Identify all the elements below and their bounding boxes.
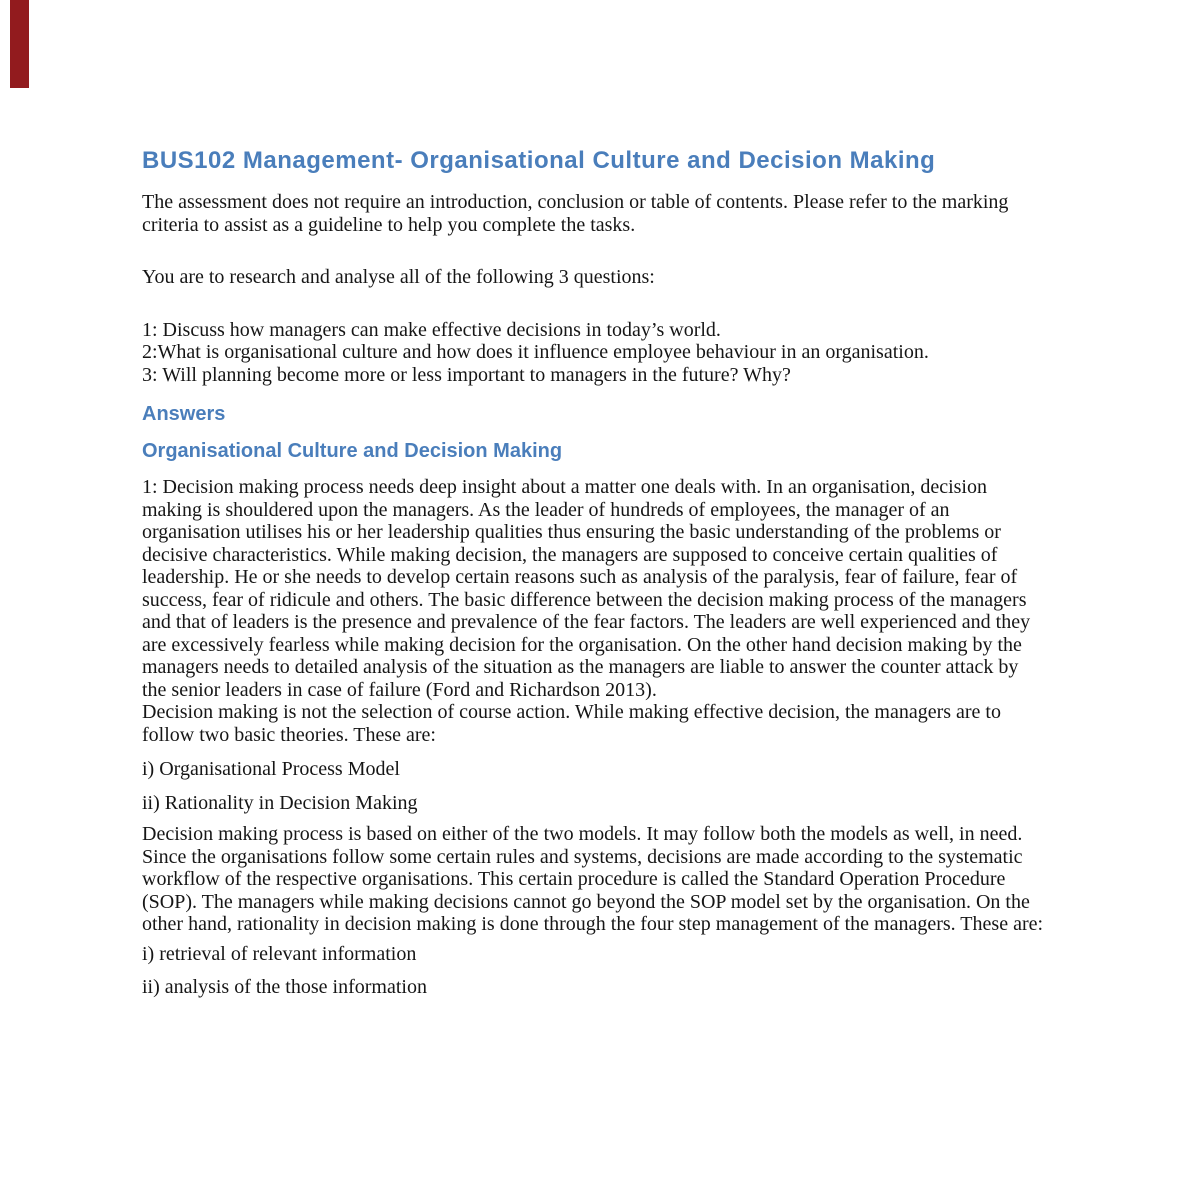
question-3: 3: Will planning become more or less important to managers in the future? Why? (142, 363, 791, 386)
research-instruction: You are to research and analyse all of the following 3 questions: (142, 266, 655, 288)
answer-paragraph-3: Decision making process is based on either of the two models. It may follow both the models as well, in need. Since the organisations follow some certain rules and systems, decisions are made according to the systematic workflow of the respective organisations. This certain procedure is called the Standard Operation Procedure (SOP). The managers while making decisions cannot go beyond the SOP model set by the organisation. On the other hand, rationality in decision making is done through the four step management of the managers. These are: (142, 823, 1044, 935)
question-1: 1: Discuss how managers can make effective decisions in today’s world. (142, 318, 721, 341)
answer-paragraph-2: Decision making is not the selection of course action. While making effective decision, the managers are to follow two basic theories. These are: (142, 701, 1001, 746)
step-item-1: i) retrieval of relevant information (142, 942, 417, 965)
document-title: BUS102 Management- Organisational Culture and Decision Making (142, 147, 936, 174)
theory-item-1: i) Organisational Process Model (142, 758, 400, 780)
answer-paragraph-1: 1: Decision making process needs deep insight about a matter one deals with. In an organisation, decision making is shouldered upon the managers. As the leader of hundreds of employees, the manager of an organisation utilises his or her leadership qualities thus ensuring the basic understanding of the problems or decisive characteristics. While making decision, the managers are supposed to conceive certain qualities of leadership. He or she needs to develop certain reasons such as analysis of the paralysis, fear of failure, fear of success, fear of ridicule and others. The basic difference between the decision making process of the managers and that of leaders is the presence and prevalence of the fear factors. The leaders are well experienced and they are excessively fearless while making decision for the organisation. On the other hand decision making by the managers needs to detailed analysis of the situation as the managers are liable to answer the counter attack by the senior leaders in case of failure (Ford and Richardson 2013). (142, 476, 1031, 701)
theory-item-2: ii) Rationality in Decision Making (142, 791, 418, 814)
intro-paragraph: The assessment does not require an introduction, conclusion or table of contents. Please refer to the marking criteria to assist as a guideline to help you complete the tasks. (142, 191, 1009, 236)
step-item-2: ii) analysis of the those information (142, 976, 427, 998)
red-ribbon-mark (10, 0, 29, 88)
question-2: 2:What is organisational culture and how does it influence employee behaviour in an organisation. (142, 341, 929, 363)
answers-heading: Answers (142, 403, 226, 425)
document-content (142, 146, 1047, 999)
section-heading: Organisational Culture and Decision Making (142, 440, 563, 462)
